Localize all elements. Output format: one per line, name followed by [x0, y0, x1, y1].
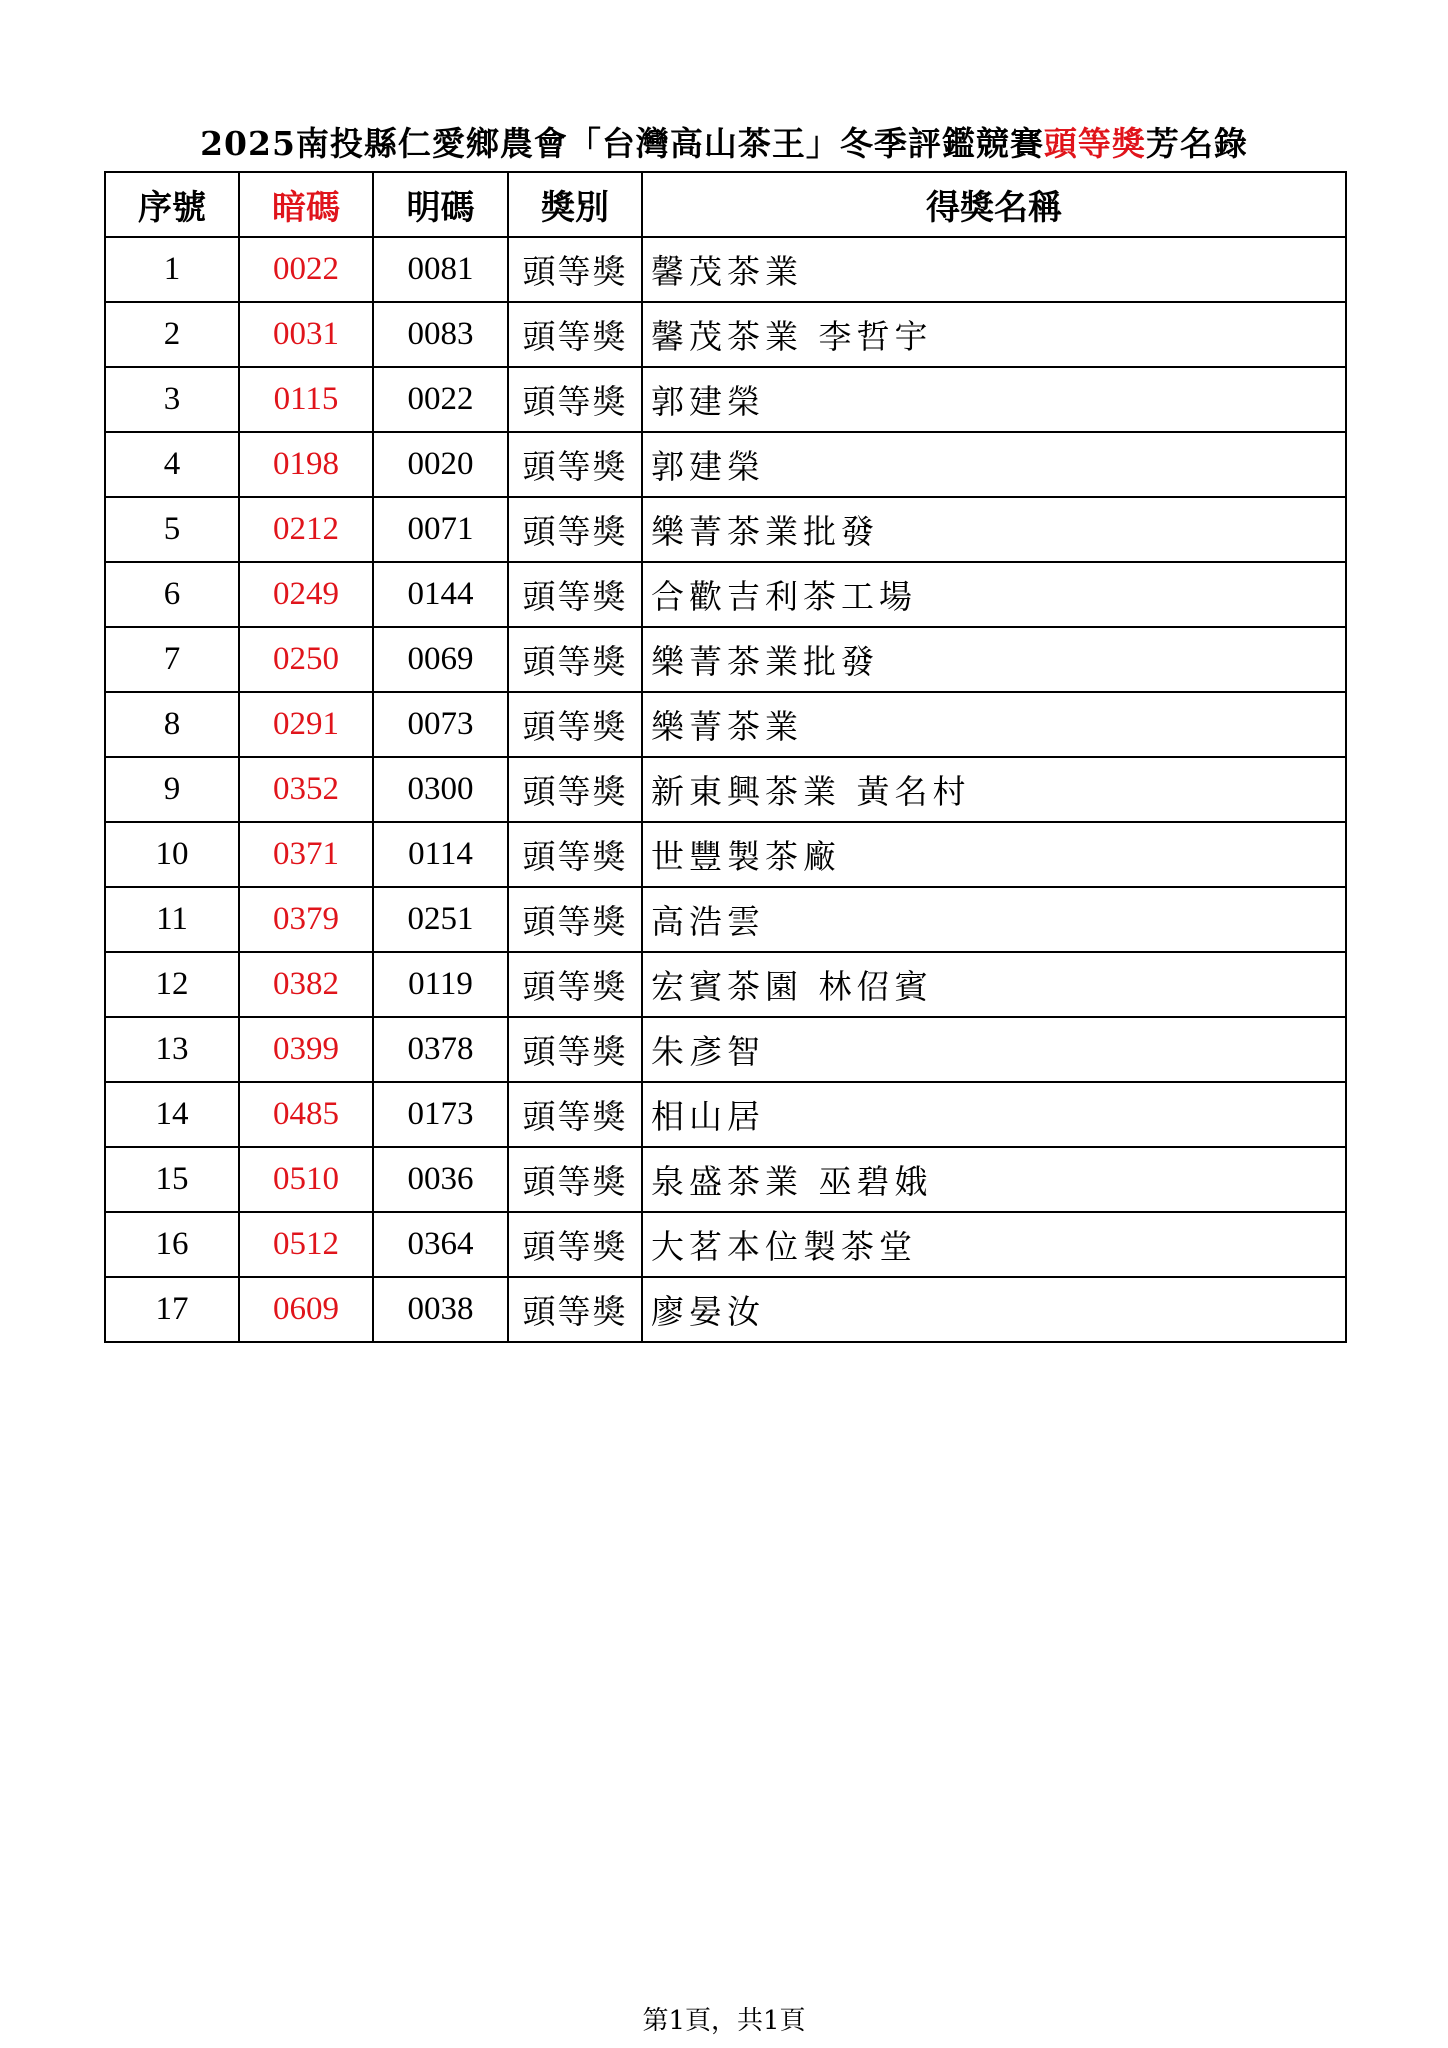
cell-award: 頭等獎 [508, 1212, 642, 1277]
header-seq: 序號 [105, 172, 239, 237]
cell-award: 頭等獎 [508, 627, 642, 692]
cell-public-code: 0073 [373, 692, 508, 757]
cell-award: 頭等獎 [508, 432, 642, 497]
cell-public-code: 0378 [373, 1017, 508, 1082]
cell-secret-code: 0212 [239, 497, 373, 562]
cell-winner: 新東興茶業 黃名村 [642, 757, 1346, 822]
table-row [105, 757, 1346, 822]
page-title [0, 118, 1448, 170]
cell-secret-code: 0510 [239, 1147, 373, 1212]
cell-public-code: 0083 [373, 302, 508, 367]
header-secret-code: 暗碼 [239, 172, 373, 237]
cell-winner: 泉盛茶業 巫碧娥 [642, 1147, 1346, 1212]
cell-seq: 11 [105, 887, 239, 952]
cell-seq: 1 [105, 237, 239, 302]
cell-secret-code: 0291 [239, 692, 373, 757]
cell-secret-code: 0115 [239, 367, 373, 432]
cell-seq: 14 [105, 1082, 239, 1147]
cell-winner: 宏賓茶園 林佋賓 [642, 952, 1346, 1017]
table-body [105, 237, 1346, 1342]
cell-public-code: 0144 [373, 562, 508, 627]
cell-secret-code: 0022 [239, 237, 373, 302]
header-winner: 得獎名稱 [642, 172, 1346, 237]
cell-secret-code: 0031 [239, 302, 373, 367]
table-row [105, 1277, 1346, 1342]
cell-secret-code: 0250 [239, 627, 373, 692]
cell-public-code: 0020 [373, 432, 508, 497]
table-row [105, 367, 1346, 432]
header-award: 獎別 [508, 172, 642, 237]
cell-public-code: 0069 [373, 627, 508, 692]
cell-seq: 13 [105, 1017, 239, 1082]
table-row [105, 1147, 1346, 1212]
table-row [105, 1017, 1346, 1082]
page-footer: 第1頁，共1頁 [642, 2006, 806, 2036]
cell-seq: 3 [105, 367, 239, 432]
cell-public-code: 0036 [373, 1147, 508, 1212]
cell-award: 頭等獎 [508, 1147, 642, 1212]
cell-winner: 樂菁茶業批發 [642, 627, 1346, 692]
cell-public-code: 0251 [373, 887, 508, 952]
cell-award: 頭等獎 [508, 302, 642, 367]
cell-public-code: 0022 [373, 367, 508, 432]
title-suffix: 芳名錄 [1145, 124, 1248, 163]
table-row [105, 627, 1346, 692]
cell-winner: 大茗本位製茶堂 [642, 1212, 1346, 1277]
cell-public-code: 0119 [373, 952, 508, 1017]
cell-public-code: 0300 [373, 757, 508, 822]
cell-award: 頭等獎 [508, 822, 642, 887]
winners-table [104, 171, 1347, 1343]
cell-public-code: 0038 [373, 1277, 508, 1342]
table-row [105, 822, 1346, 887]
title-prefix: 2025南投縣仁愛鄉農會「台灣高山茶王」冬季評鑑競賽 [200, 124, 1044, 163]
cell-award: 頭等獎 [508, 562, 642, 627]
cell-winner: 樂菁茶業批發 [642, 497, 1346, 562]
table-row [105, 1212, 1346, 1277]
table-row [105, 302, 1346, 367]
cell-seq: 2 [105, 302, 239, 367]
cell-winner: 朱彥智 [642, 1017, 1346, 1082]
cell-secret-code: 0485 [239, 1082, 373, 1147]
cell-winner: 郭建榮 [642, 367, 1346, 432]
cell-public-code: 0071 [373, 497, 508, 562]
cell-award: 頭等獎 [508, 237, 642, 302]
cell-winner: 郭建榮 [642, 432, 1346, 497]
title-highlight: 頭等獎 [1043, 124, 1146, 163]
cell-seq: 15 [105, 1147, 239, 1212]
table-row [105, 237, 1346, 302]
table-row [105, 1082, 1346, 1147]
cell-winner: 廖晏汝 [642, 1277, 1346, 1342]
cell-seq: 6 [105, 562, 239, 627]
cell-award: 頭等獎 [508, 497, 642, 562]
cell-seq: 8 [105, 692, 239, 757]
cell-secret-code: 0382 [239, 952, 373, 1017]
cell-public-code: 0364 [373, 1212, 508, 1277]
header-public-code: 明碼 [373, 172, 508, 237]
cell-award: 頭等獎 [508, 367, 642, 432]
cell-seq: 4 [105, 432, 239, 497]
table-row [105, 497, 1346, 562]
table-row [105, 887, 1346, 952]
cell-award: 頭等獎 [508, 1277, 642, 1342]
cell-secret-code: 0379 [239, 887, 373, 952]
cell-award: 頭等獎 [508, 692, 642, 757]
cell-seq: 7 [105, 627, 239, 692]
cell-seq: 5 [105, 497, 239, 562]
table-row [105, 562, 1346, 627]
cell-winner: 相山居 [642, 1082, 1346, 1147]
cell-seq: 16 [105, 1212, 239, 1277]
cell-winner: 馨茂茶業 [642, 237, 1346, 302]
cell-award: 頭等獎 [508, 1082, 642, 1147]
cell-award: 頭等獎 [508, 1017, 642, 1082]
cell-secret-code: 0512 [239, 1212, 373, 1277]
cell-award: 頭等獎 [508, 757, 642, 822]
table-header-row [105, 172, 1346, 237]
cell-winner: 馨茂茶業 李哲宇 [642, 302, 1346, 367]
cell-secret-code: 0371 [239, 822, 373, 887]
cell-seq: 9 [105, 757, 239, 822]
cell-seq: 17 [105, 1277, 239, 1342]
cell-award: 頭等獎 [508, 887, 642, 952]
cell-seq: 10 [105, 822, 239, 887]
cell-winner: 高浩雲 [642, 887, 1346, 952]
cell-winner: 合歡吉利茶工場 [642, 562, 1346, 627]
cell-secret-code: 0352 [239, 757, 373, 822]
cell-winner: 樂菁茶業 [642, 692, 1346, 757]
cell-seq: 12 [105, 952, 239, 1017]
cell-public-code: 0081 [373, 237, 508, 302]
cell-secret-code: 0609 [239, 1277, 373, 1342]
cell-public-code: 0173 [373, 1082, 508, 1147]
table-row [105, 432, 1346, 497]
cell-award: 頭等獎 [508, 952, 642, 1017]
table-row [105, 952, 1346, 1017]
cell-public-code: 0114 [373, 822, 508, 887]
table-row [105, 692, 1346, 757]
cell-secret-code: 0198 [239, 432, 373, 497]
cell-secret-code: 0249 [239, 562, 373, 627]
cell-secret-code: 0399 [239, 1017, 373, 1082]
cell-winner: 世豐製茶廠 [642, 822, 1346, 887]
